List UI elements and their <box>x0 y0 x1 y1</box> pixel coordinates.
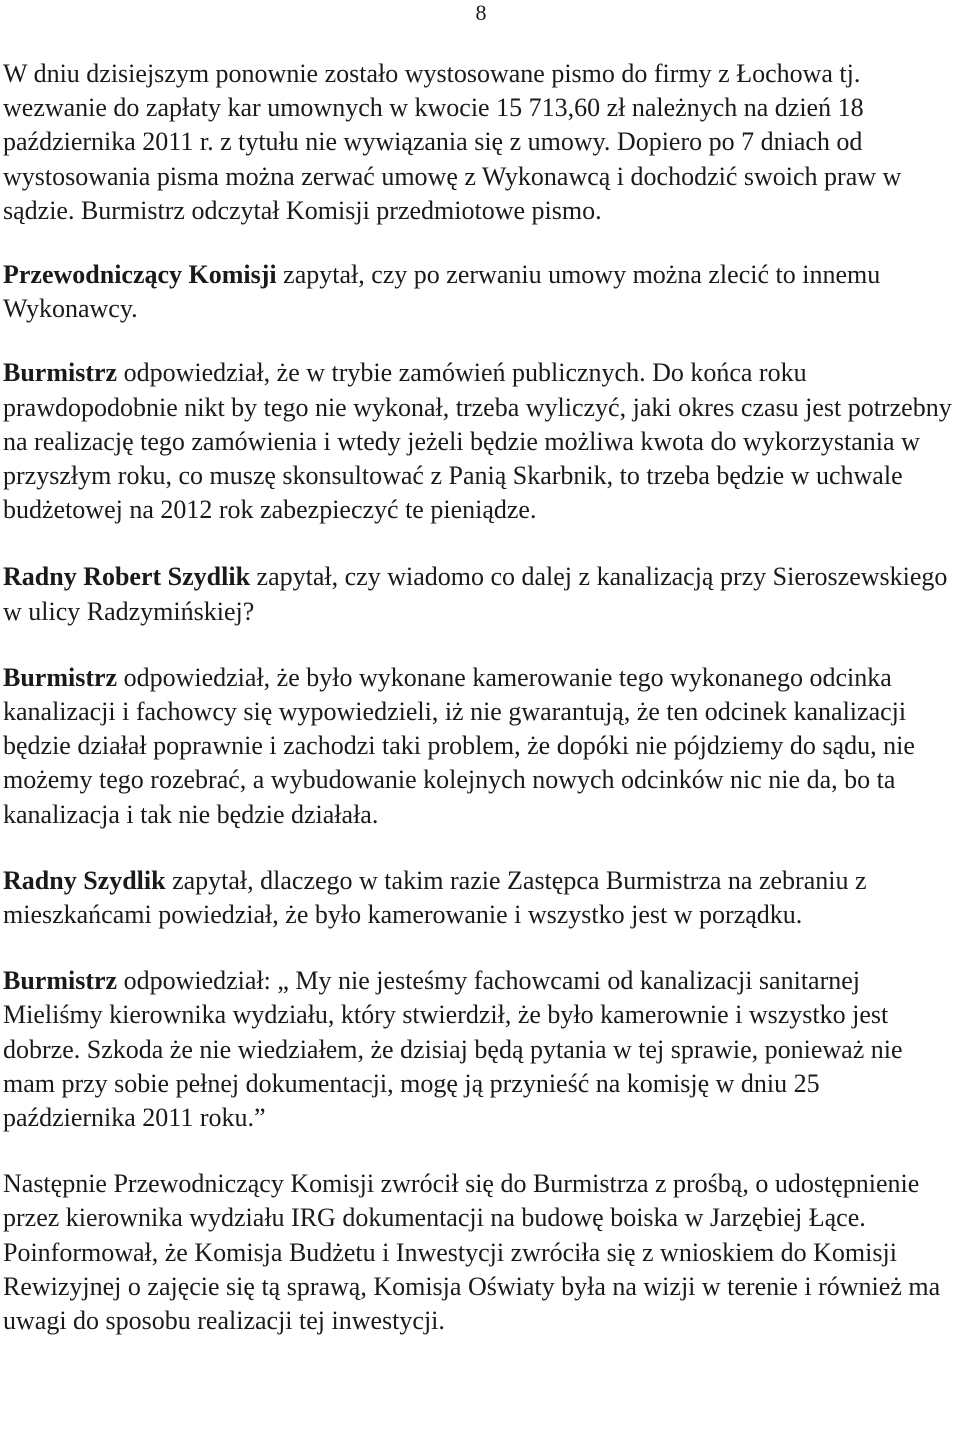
speaker-name: Przewodniczący Komisji <box>3 260 277 290</box>
paragraph-text: zapytał, czy wiadomo co dalej z kanalizacją przy Sieroszewskiego w ulicy Radzymińskiej? <box>3 562 948 626</box>
paragraph-mayor-answer-3 <box>3 964 957 1135</box>
speaker-name: Burmistrz <box>3 358 118 388</box>
paragraph-text: zapytał, czy po zerwaniu umowy można zlecić to innemu Wykonawcy. <box>3 260 881 324</box>
paragraph-chairman-request <box>3 1167 957 1338</box>
speaker-name: Burmistrz <box>3 966 118 996</box>
paragraph-text: W dniu dzisiejszym ponownie zostało wystosowane pismo do firmy z Łochowa tj. wezwanie do zapłaty kar umownych w kwocie 15 713,60 zł należnych na dzień 18 października 2011 r. z tytułu nie wywiązania się z umowy. Dopiero po 7 dniach od wystosowania pisma można zerwać umowę z Wykonawcą i dochodzić swoich praw w sądzie. Burmistrz odczytał Komisji przedmiotowe pismo. <box>3 59 902 225</box>
paragraph-councillor-question-2 <box>3 864 957 932</box>
paragraph-text: zapytał, dlaczego w takim razie Zastępca Burmistrza na zebraniu z mieszkańcami powiedział, że było kamerowanie i wszystko jest w porządku. <box>3 865 867 930</box>
paragraph-text: odpowiedział: „ My nie jesteśmy fachowcami od kanalizacji sanitarnej Mieliśmy kierownika wydziału, który stwierdził, że było kamerownie i wszystko jest dobrze. Szkoda że nie wiedziałem, że dzisiaj będą pytania w tej sprawie, ponieważ nie mam przy sobie pełnej dokumentacji, mogę ją przynieść na komisję w dniu 25 października 2011 roku.” <box>3 966 903 1133</box>
document-body <box>3 57 957 1338</box>
speaker-name: Burmistrz <box>3 662 118 692</box>
speaker-name: Radny Robert Szydlik <box>3 562 251 592</box>
paragraph-text: odpowiedział, że w trybie zamówień publicznych. Do końca roku prawdopodobnie nikt by tego nie wykonał, trzeba wyliczyć, jaki okres czasu jest potrzebny na realizację tego zamówienia i wtedy jeżeli będzie możliwa kwota do wykorzystania w przyszłym roku, co muszę skonsultować z Panią Skarbnik, to trzeba będzie w uchwale budżetowej na 2012 rok zabezpieczyć te pieniądze. <box>3 358 952 525</box>
paragraph-text: Następnie Przewodniczący Komisji zwrócił się do Burmistrza z prośbą, o udostępnienie przez kierownika wydziału IRG dokumentacji na budowę boiska w Jarzębiej Łące. Poinformował, że Komisja Budżetu i Inwestycji zwróciła się z wnioskiem do Komisji Rewizyjnej o zajęcie się tą sprawą, Komisja Oświaty była na wizji w terenie i również ma uwagi do sposobu realizacji tej inwestycji. <box>3 1169 941 1336</box>
paragraph-mayor-answer-2 <box>3 661 957 832</box>
paragraph-intro <box>3 57 957 228</box>
paragraph-text: odpowiedział, że było wykonane kamerowanie tego wykonanego odcinka kanalizacji i fachowcy się wypowiedzieli, iż nie gwarantują, że ten odcinek kanalizacji będzie działał poprawnie i zachodzi taki problem, że dopóki nie pójdziemy do sądu, nie możemy tego rozebrać, a wybudowanie kolejnych nowych odcinków nic nie da, bo ta kanalizacja i tak nie będzie działała. <box>3 662 915 829</box>
paragraph-chairman-question <box>3 258 957 326</box>
paragraph-councillor-question-1 <box>3 560 957 628</box>
speaker-name: Radny Szydlik <box>3 865 166 895</box>
paragraph-mayor-answer-1 <box>3 356 957 527</box>
page-number: 8 <box>475 0 487 25</box>
